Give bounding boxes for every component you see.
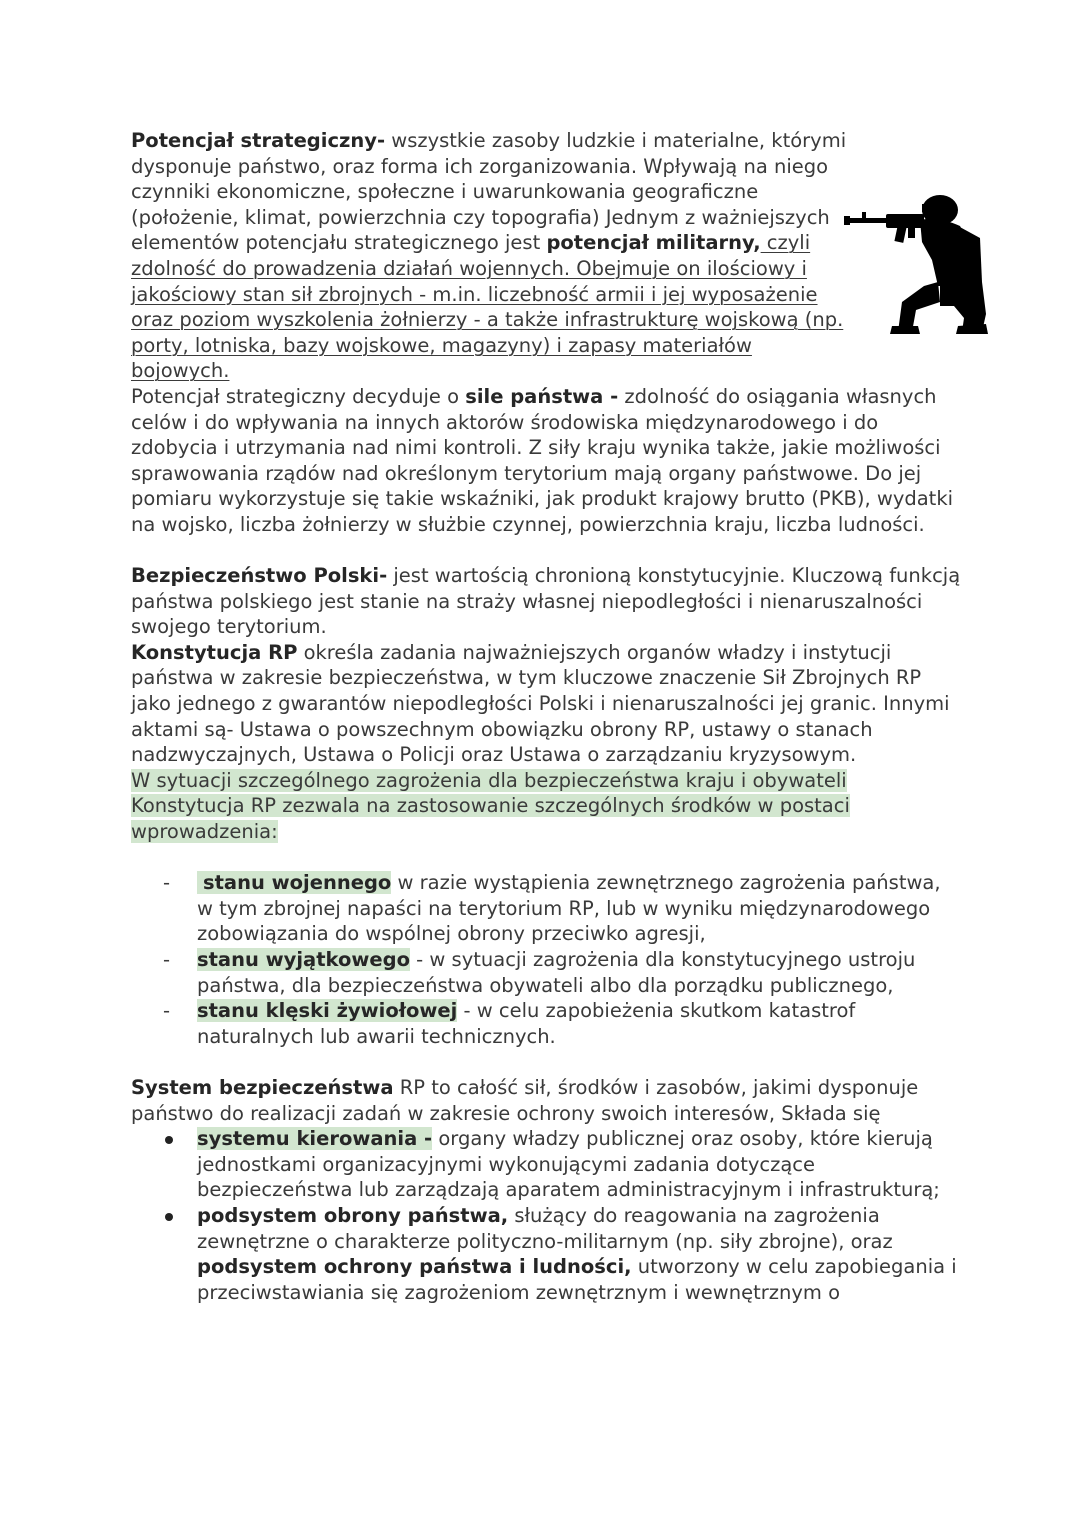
poland-security-term: Bezpieczeństwo Polski- xyxy=(131,564,388,588)
poland-security-intro: jest wartością chronioną konstytucyjnie. Kluczową funkcją państwa polskiego jest stanie na straży własnej niepodległości i nienaruszalności swojego terytorium. xyxy=(131,564,961,639)
dash-bullet: - xyxy=(163,871,171,895)
constitution-definition: określa zadania najważniejszych organów władzy i instytucji państwa w zakresie bezpieczeństwa, w tym kluczowe znaczenie Sił Zbrojnych RP jako jednego z gwarantów niepodległości Polski i nienaruszalności jej granic. Innymi aktami są- Ustawa o powszechnym obowiązku obrony RP, ustawy o stanach nadzwyczajnych, Ustawa o Policji oraz Ustawa o zarządzaniu kryzysowym. xyxy=(131,640,950,767)
martial-law-term: stanu wojennego xyxy=(197,871,391,894)
martial-law-description: w razie wystąpienia zewnętrznego zagrożenia państwa, w tym zbrojnej napaści na terytorium RP, lub w wyniku międzynarodowego zobowiązania do wspólnej obrony przeciwko agresji, xyxy=(197,871,941,946)
state-of-emergency-term: stanu wyjątkowego xyxy=(197,948,410,971)
constitution-paragraph xyxy=(131,640,961,768)
protection-subsystem-description: utworzony w celu zapobiegania i przeciwstawiania się zagrożeniom zewnętrznym i wewnętrznym o xyxy=(197,1255,957,1304)
strategic-potential-intro: wszystkie zasoby ludzkie i materialne, którymi dysponuje państwo, oraz forma ich zorganizowania. Wpływają na niego czynniki ekonomiczne, społeczne i uwarunkowania geograficzne (położenie, klimat, powierzchnia czy topografia) Jednym z ważniejszych elementów potencjału strategicznego jest xyxy=(131,129,847,255)
state-power-term: sile państwa - xyxy=(465,384,619,408)
state-power-definition: zdolność do osiągania własnych celów i do wpływania na innych aktorów środowiska międzynarodowego i do zdobycia i utrzymania nad nimi kontroli. Z siły kraju wynika także, jakie możliwości sprawowania rządów nad określonym terytorium mają organy państwowe. Do jej pomiaru wykorzystuje się takie wskaźniki, jak produkt krajowy brutto (PKB), wydatki na wojsko, liczba żołnierzy w służbie czynnej, powierzchnia kraju, liczba ludności. xyxy=(131,384,954,536)
state-power-prefix: Potencjał strategiczny decyduje o xyxy=(131,384,466,408)
poland-security-paragraph xyxy=(131,563,961,640)
security-system-paragraph xyxy=(131,1075,961,1126)
list-item xyxy=(131,870,961,947)
strategic-potential-term: Potencjał strategiczny- xyxy=(131,129,386,152)
security-system-components-list xyxy=(131,1126,961,1305)
military-potential-term: potencjał militarny, xyxy=(546,231,761,255)
dash-bullet: - xyxy=(163,999,171,1023)
bullet-dot-icon xyxy=(165,1213,173,1221)
list-item xyxy=(131,1203,961,1305)
state-of-emergency-description: - w sytuacji zagrożenia dla konstytucyjnego ustroju państwa, dla bezpieczeństwa obywateli albo dla porządku publicznego, xyxy=(197,948,916,997)
natural-disaster-term: stanu klęski żywiołowej xyxy=(197,999,458,1023)
highlighted-note-text: W sytuacji szczególnego zagrożenia dla bezpieczeństwa kraju i obywateli Konstytucja RP zezwala na zastosowanie szczególnych środków w postaci wprowadzenia: xyxy=(131,768,850,844)
command-system-description: organy władzy publicznej oraz osoby, które kierują jednostkami organizacyjnymi wykonującymi zadania dotyczące bezpieczeństwa lub zarządzają aparatem administracyjnym i infrastrukturą; xyxy=(197,1127,940,1202)
defense-subsystem-description: służący do reagowania na zagrożenia zewnętrzne o charakterze polityczno-militarnym (np. siły zbrojne), oraz xyxy=(197,1203,893,1253)
highlighted-note xyxy=(131,768,961,845)
defense-subsystem-term: podsystem obrony państwa, xyxy=(197,1203,509,1227)
list-item xyxy=(131,947,961,998)
dash-bullet: - xyxy=(163,948,171,971)
security-system-term: System bezpieczeństwa xyxy=(131,1075,394,1099)
constitution-term: Konstytucja RP xyxy=(131,640,298,664)
state-power-paragraph xyxy=(131,384,961,538)
natural-disaster-description: - w celu zapobieżenia skutkom katastrof naturalnych lub awarii technicznych. xyxy=(197,999,856,1048)
strategic-potential-paragraph xyxy=(131,128,851,384)
document-page xyxy=(131,128,961,1305)
command-system-term: systemu kierowania - xyxy=(197,1127,433,1151)
security-system-intro: RP to całość sił, środków i zasobów, jakimi dysponuje państwo do realizacji zadań w zakresie ochrony swoich interesów, Składa się xyxy=(131,1075,919,1125)
list-item xyxy=(131,1126,961,1203)
military-potential-definition: czyli zdolność do prowadzenia działań wojennych. Obejmuje on ilościowy i jakościowy stan sił zbrojnych - m.in. liczebność armii i jej wyposażenie oraz poziom wyszkolenia żołnierzy - a także infrastrukturę wojskową (np. porty, lotniska, bazy wojskowe, magazyny) i zapasy materiałów bojowych. xyxy=(131,231,844,383)
bullet-dot-icon xyxy=(165,1136,173,1144)
list-item xyxy=(131,998,961,1049)
emergency-states-list xyxy=(131,870,961,1049)
protection-subsystem-term: podsystem ochrony państwa i ludności, xyxy=(197,1255,632,1279)
